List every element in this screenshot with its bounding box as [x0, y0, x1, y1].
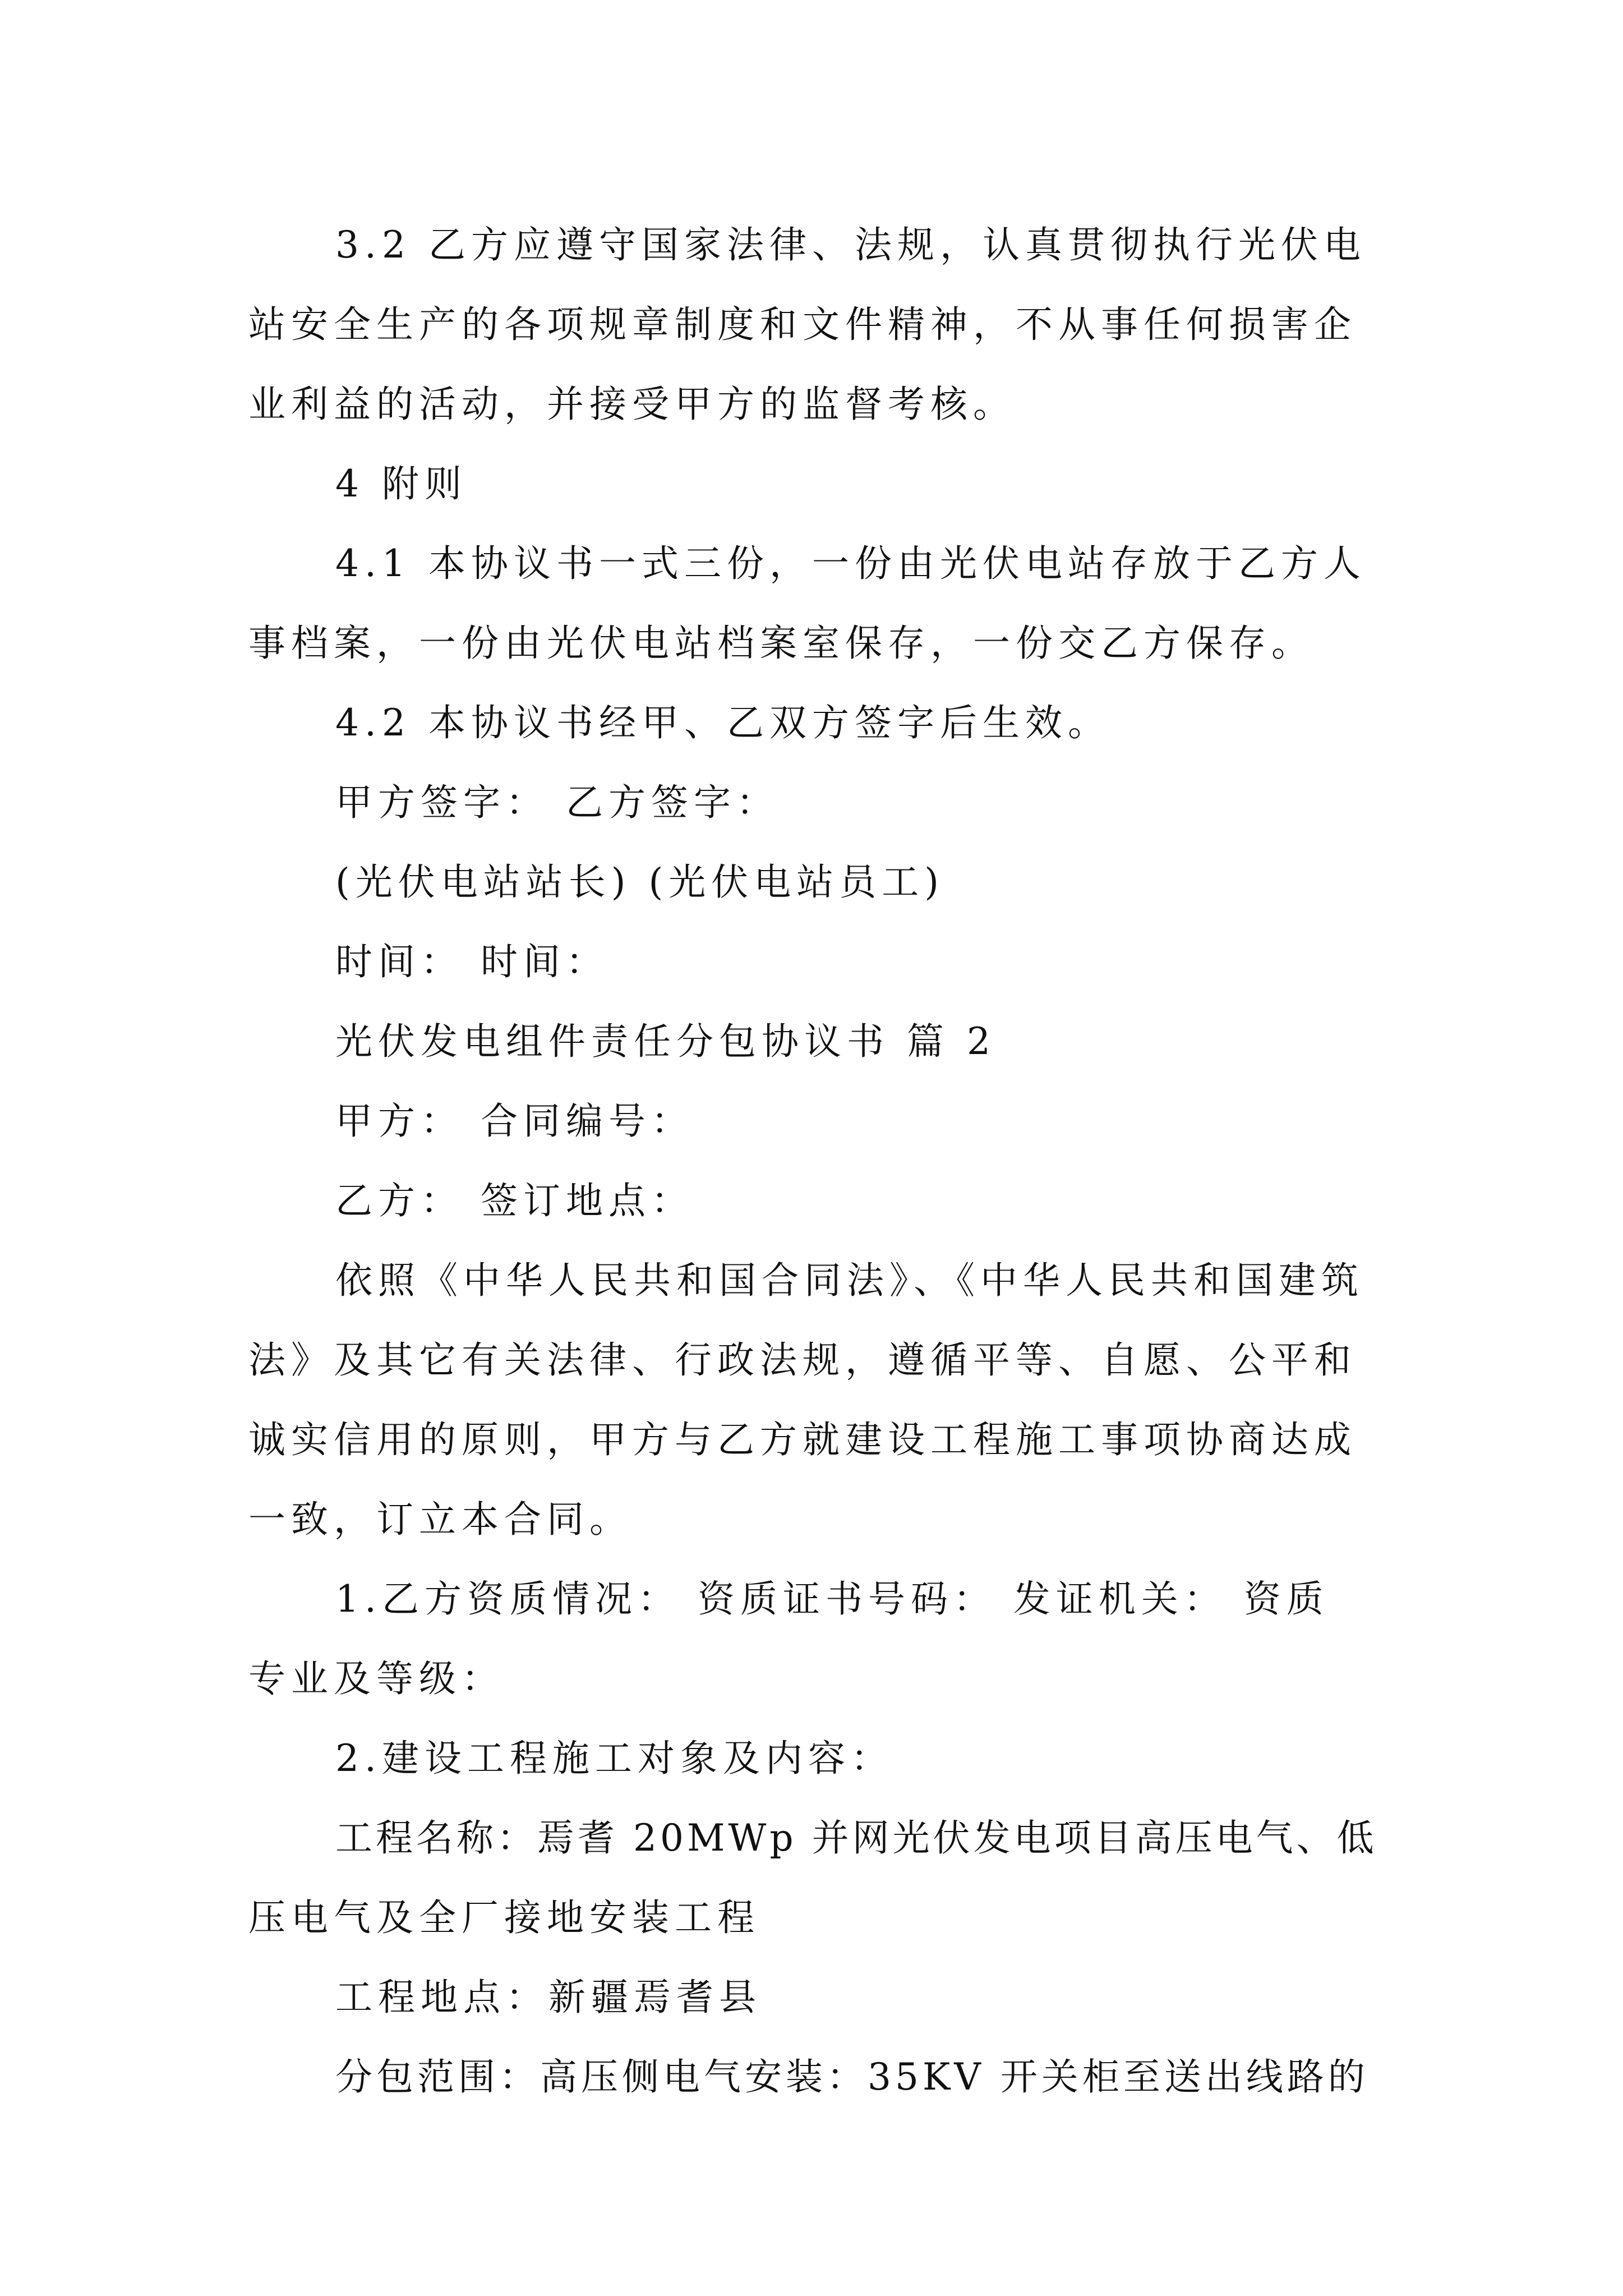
text-line-preamble-cont-3: 一致，订立本合同。 — [248, 1498, 632, 1541]
text-line-subcontract-scope: 分包范围：高压侧电气安装：35KV 开关柜至送出线路的 — [335, 2055, 1369, 2099]
text-line-preamble-start: 依照《中华人民共和国合同法》、《中华人民共和国建筑 — [335, 1259, 1364, 1302]
text-line-item-1-start: 1.乙方资质情况： 资质证书号码： 发证机关： 资质 — [335, 1577, 1329, 1621]
text-line-4-2: 4.2 本协议书经甲、乙双方签字后生效。 — [335, 701, 1110, 744]
signature-roles: (光伏电站站长) (光伏电站员工) — [335, 861, 944, 904]
signature-dates: 时间： 时间： — [335, 940, 608, 983]
text-line-4-1-cont: 事档案，一份由光伏电站档案室保存，一份交乙方保存。 — [248, 622, 1314, 665]
text-line-project-name: 工程名称：焉耆 20MWp 并网光伏发电项目高压电气、低 — [335, 1816, 1377, 1860]
party-b-signing-place: 乙方： 签订地点： — [335, 1179, 694, 1222]
text-line-preamble-cont-1: 法》及其它有关法律、行政法规，遵循平等、自愿、公平和 — [248, 1338, 1357, 1382]
text-line-item-1-cont: 专业及等级： — [248, 1657, 504, 1700]
text-line-3-2-cont-2: 业利益的活动，并接受甲方的监督考核。 — [248, 383, 1016, 426]
party-a-contract-no: 甲方： 合同编号： — [335, 1099, 694, 1143]
section-heading-appendix: 4 附则 — [335, 462, 467, 505]
text-line-3-2-start: 3.2 乙方应遵守国家法律、法规，认真贯彻执行光伏电 — [335, 223, 1366, 266]
text-line-preamble-cont-2: 诚实信用的原则，甲方与乙方就建设工程施工事项协商达成 — [248, 1418, 1357, 1461]
text-line-3-2-cont-1: 站安全生产的各项规章制度和文件精神，不从事任何损害企 — [248, 303, 1357, 346]
text-line-project-location: 工程地点：新疆焉耆县 — [335, 1976, 762, 2019]
section-title-part-2: 光伏发电组件责任分包协议书 篇 2 — [335, 1020, 996, 1063]
text-line-project-name-cont: 压电气及全厂接地安装工程 — [248, 1896, 760, 1939]
text-line-item-2: 2.建设工程施工对象及内容： — [335, 1737, 893, 1780]
text-line-4-1-start: 4.1 本协议书一式三份，一份由光伏电站存放于乙方人 — [335, 542, 1366, 585]
signature-labels: 甲方签字： 乙方签字： — [335, 781, 779, 824]
